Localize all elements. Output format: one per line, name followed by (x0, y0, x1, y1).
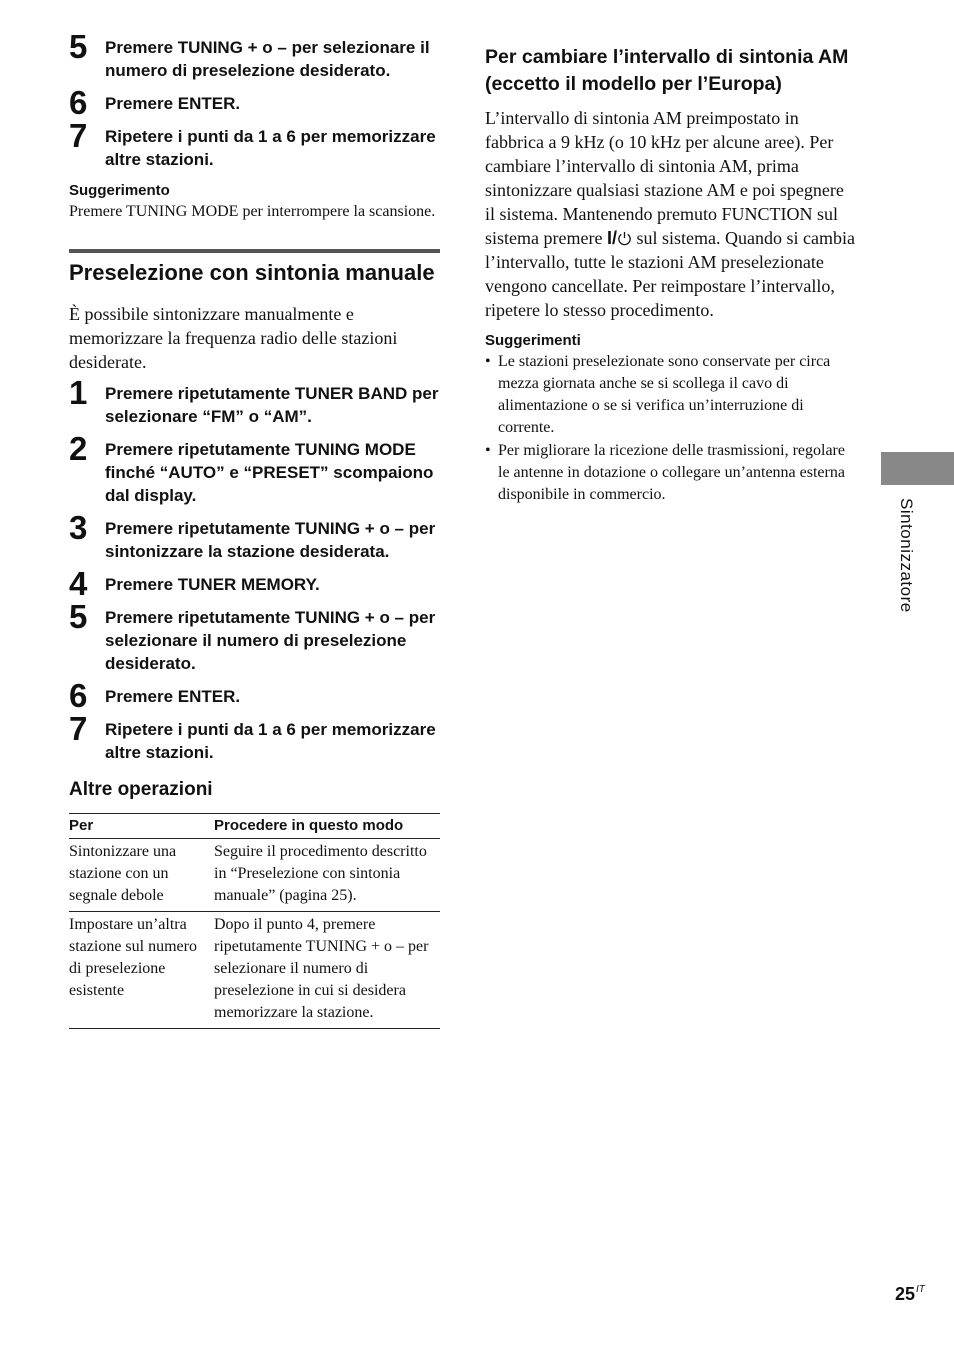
step-number: 3 (69, 509, 87, 546)
table-cell: Seguire il procedimento descritto in “Preselezione con sintonia manuale” (pagina 25). (214, 839, 440, 912)
table-cell: Sintonizzare una stazione con un segnale debole (69, 839, 214, 912)
tips-title: Suggerimenti (485, 332, 581, 349)
tips-list (485, 351, 857, 506)
list-item (485, 440, 857, 506)
step-number: 2 (69, 430, 87, 467)
table-cell: Impostare un’altra stazione sul numero di preselezione esistente (69, 912, 214, 1029)
step-number: 4 (69, 565, 87, 602)
step-top-6 (69, 84, 440, 121)
step-text: Premere ENTER. (105, 687, 241, 706)
power-icon (617, 231, 632, 246)
step-top-7 (69, 117, 440, 171)
page-number (895, 1284, 925, 1305)
step-1 (69, 374, 440, 428)
step-number: 7 (69, 117, 87, 154)
am-interval-title: Per cambiare l’intervallo di sintonia AM (eccetto il modello per l’Europa) (485, 46, 849, 95)
step-text: Premere ENTER. (105, 94, 241, 113)
step-text: Ripetere i punti da 1 a 6 per memorizzare altre stazioni. (105, 720, 436, 762)
power-label: I/ (606, 228, 617, 248)
table-row (69, 912, 440, 1029)
other-operations-title: Altre operazioni (69, 779, 213, 800)
step-text: Premere ripetutamente TUNING MODE finché “AUTO” e “PRESET” scompaiono dal display. (105, 440, 434, 505)
step-text: Premere TUNING + o – per selezionare il numero di preselezione desiderato. (105, 38, 430, 80)
table-header-cell: Per (69, 814, 214, 839)
table-header-row (69, 814, 440, 839)
chapter-tab (881, 452, 954, 485)
right-column (485, 44, 857, 507)
step-text: Premere ripetutamente TUNING + o – per sintonizzare la stazione desiderata. (105, 519, 436, 561)
step-7 (69, 710, 440, 764)
tip-text: Le stazioni preselezionate sono conservate per circa mezza giornata anche se si scollega il cavo di alimentazione o se si verifica un’interruzione di corrente. (498, 353, 831, 436)
am-interval-body (485, 106, 857, 322)
chapter-label: Sintonizzatore (897, 498, 916, 613)
table-row (69, 839, 440, 912)
page-number-value: 25 (895, 1284, 916, 1304)
section-divider (69, 249, 440, 253)
step-6 (69, 677, 440, 714)
page-language-suffix: IT (916, 1284, 925, 1295)
step-number: 5 (69, 28, 87, 65)
bullet: • (485, 353, 491, 370)
step-text: Premere ripetutamente TUNER BAND per selezionare “FM” o “AM”. (105, 384, 439, 426)
step-text: Premere TUNER MEMORY. (105, 575, 320, 594)
step-4 (69, 565, 440, 602)
left-column (69, 28, 440, 1029)
step-top-5 (69, 28, 440, 82)
step-5 (69, 598, 440, 675)
tip-title: Suggerimento (69, 182, 170, 199)
step-text: Ripetere i punti da 1 a 6 per memorizzare altre stazioni. (105, 127, 436, 169)
step-number: 1 (69, 374, 87, 411)
section-title: Preselezione con sintonia manuale (69, 260, 435, 285)
step-2 (69, 430, 440, 507)
section-intro: È possibile sintonizzare manualmente e memorizzare la frequenza radio delle stazioni desiderate. (69, 304, 398, 372)
step-number: 5 (69, 598, 87, 635)
step-text: Premere ripetutamente TUNING + o – per selezionare il numero di preselezione desiderato. (105, 608, 436, 673)
table-cell: Dopo il punto 4, premere ripetutamente TUNING + o – per selezionare il numero di preselezione in cui si desidera memorizzare la stazione. (214, 912, 440, 1029)
am-interval-body-part1: L’intervallo di sintonia AM preimpostato in fabbrica a 9 kHz (o 10 kHz per alcune aree). Per cambiare l’intervallo di sintonia AM, prima sintonizzare qualsiasi stazione AM e poi spegnere il sistema. Mantenendo premuto FUNCTION sul sistema premere (485, 108, 844, 248)
list-item (485, 351, 857, 439)
table-header-cell: Procedere in questo modo (214, 814, 440, 839)
bullet: • (485, 442, 491, 459)
tip-text: Per migliorare la ricezione delle trasmissioni, regolare le antenne in dotazione o collegare un’antenna esterna disponibile in commercio. (498, 442, 845, 503)
am-interval-body-part2: sul sistema. Quando si cambia l’intervallo, tutte le stazioni AM preselezionate vengono cancellate. Per reimpostare l’intervallo, ripetere lo stesso procedimento. (485, 228, 855, 320)
step-3 (69, 509, 440, 563)
step-number: 6 (69, 677, 87, 714)
step-number: 6 (69, 84, 87, 121)
step-number: 7 (69, 710, 87, 747)
operations-table (69, 813, 440, 1029)
tip-text: Premere TUNING MODE per interrompere la scansione. (69, 203, 436, 220)
